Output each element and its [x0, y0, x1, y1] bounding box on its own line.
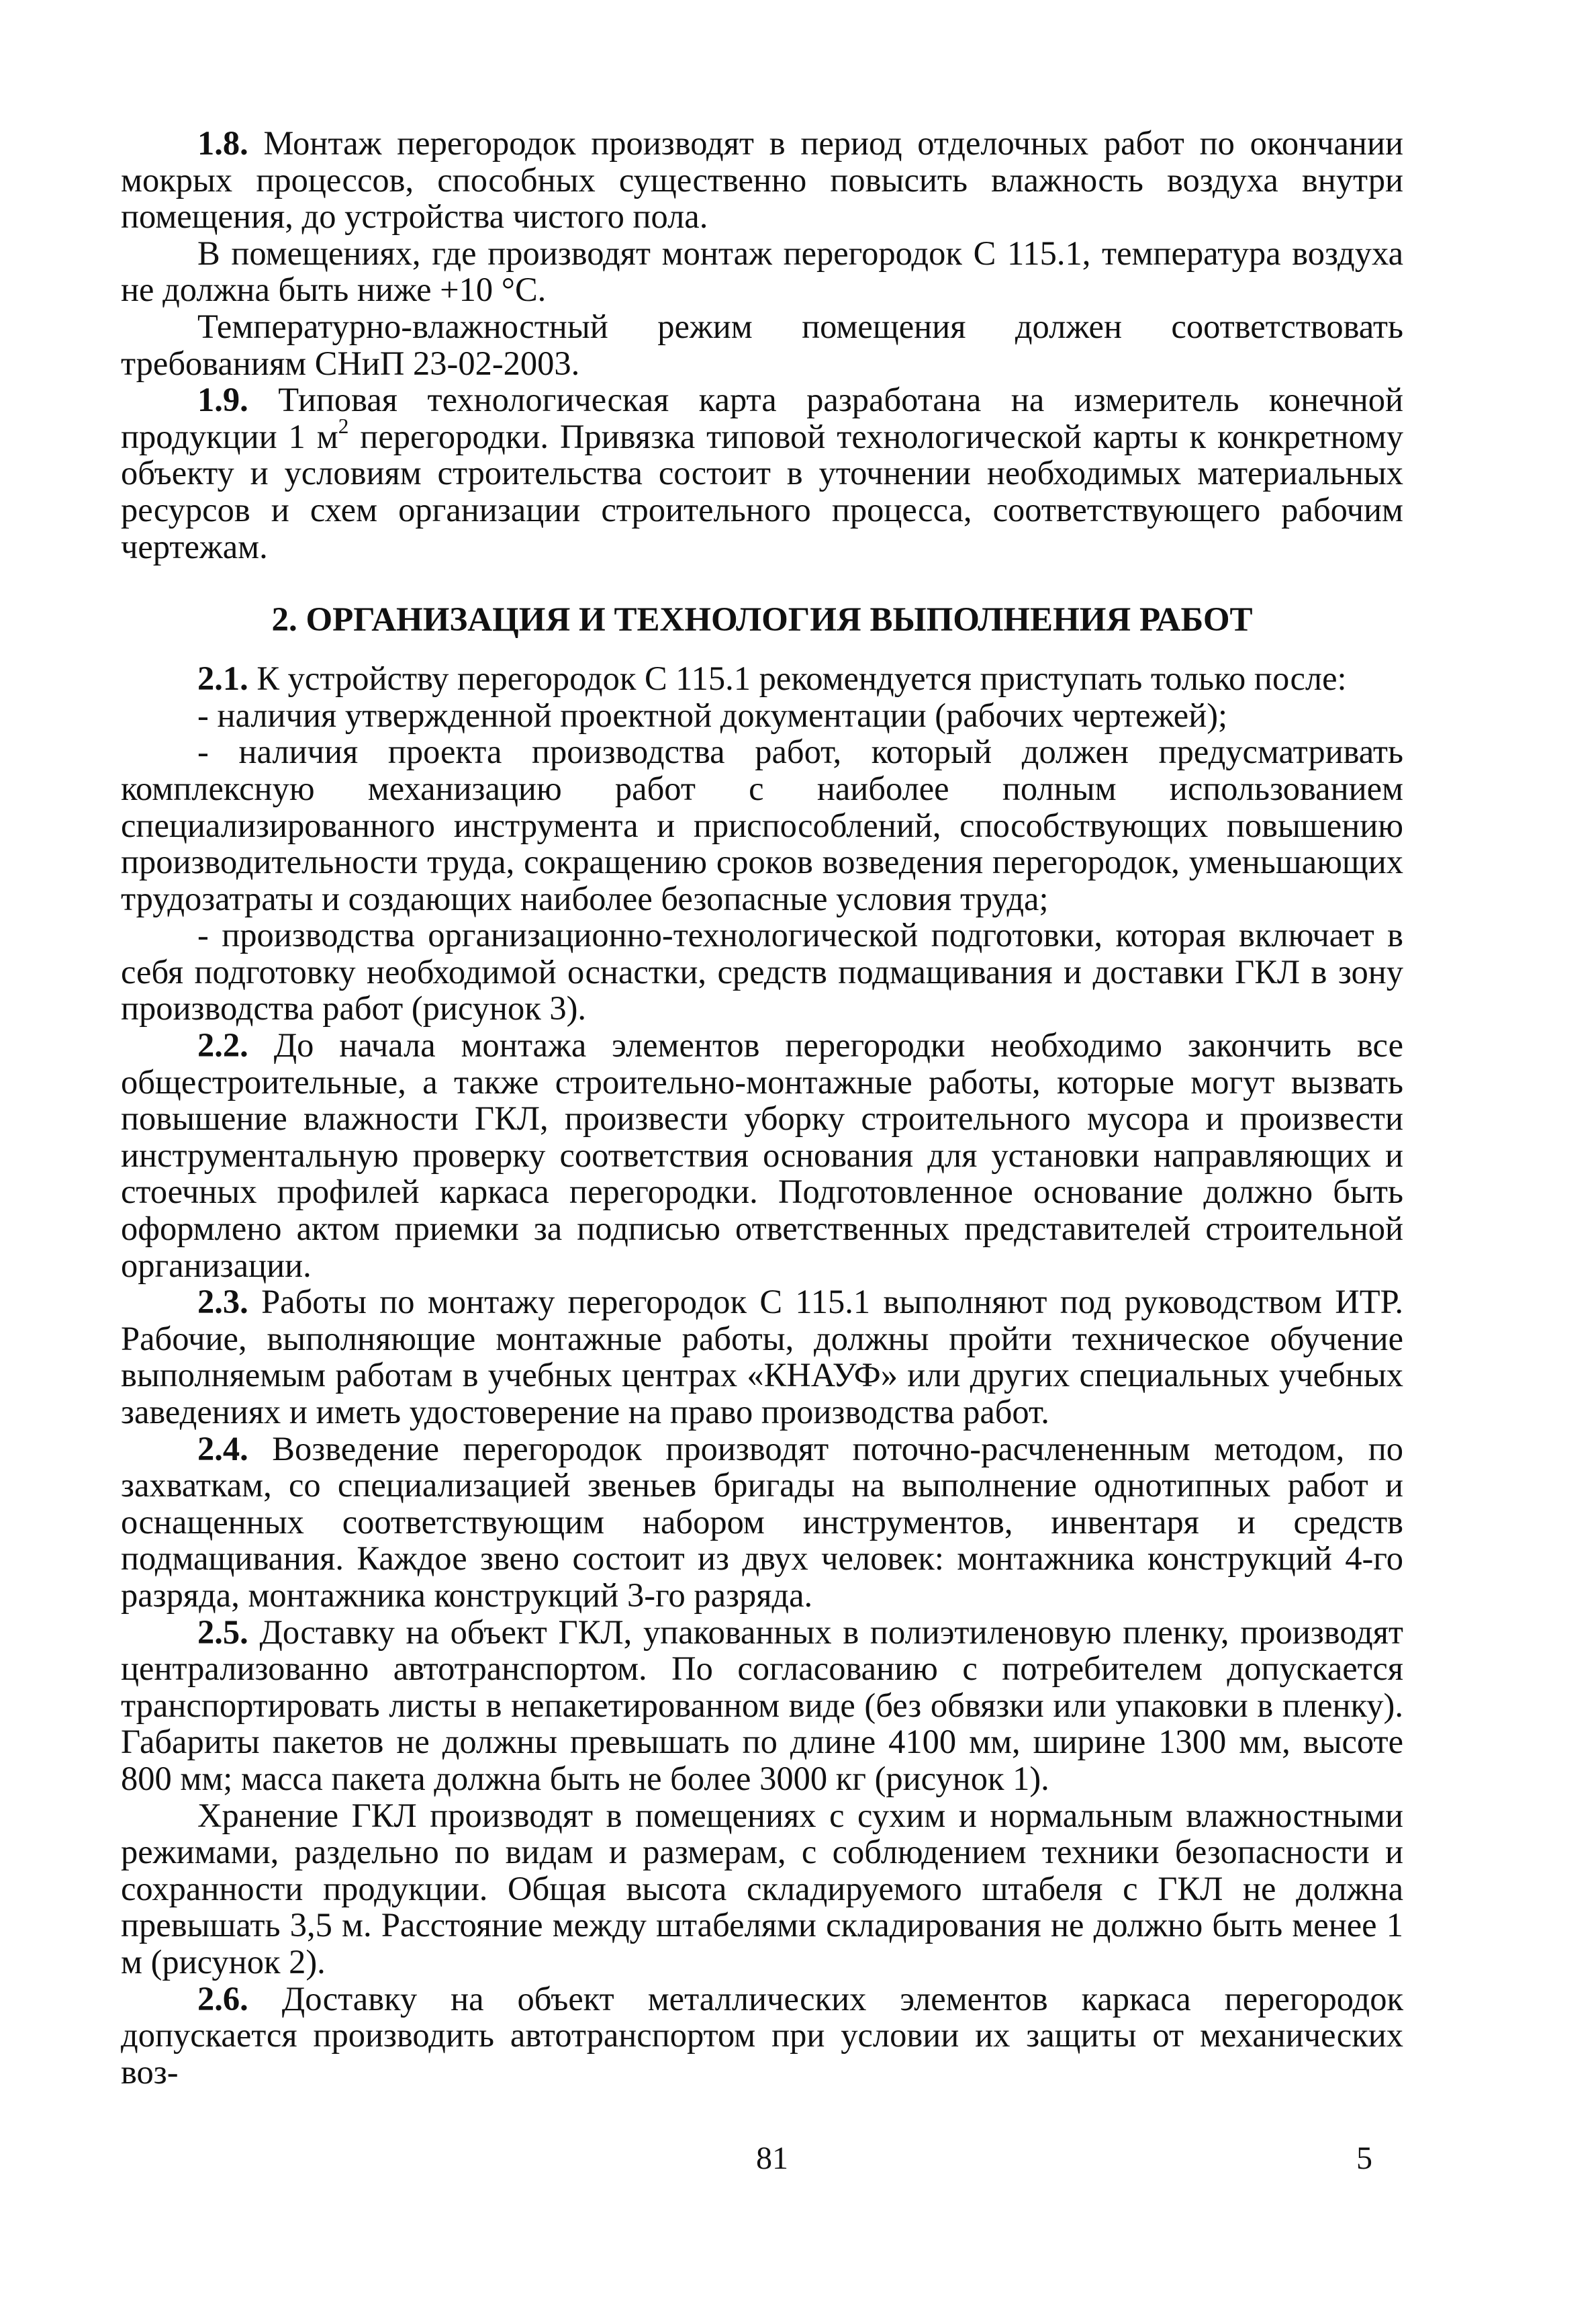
page-number: 81: [756, 2140, 788, 2176]
paragraph-2-5: [121, 1614, 1403, 1797]
paragraph-text: Работы по монтажу перегородок С 115.1 выполняют под руководством ИТР. Рабочие, выполняющие монтажные работы, должны пройти техническое обучение выполняемым работам в учебных центрах «КНАУФ» или других специальных учебных заведениях и иметь удостоверение на право производства работ.: [121, 1283, 1403, 1431]
paragraph-text: Типовая технологическая карта разработана на измеритель конечной продукции 1 м: [121, 381, 1403, 455]
paragraph-2-3: [121, 1283, 1403, 1430]
clause-number: 2.2.: [197, 1026, 248, 1065]
list-item: - производства организационно-технологической подготовки, которая включает в себя подготовку необходимой оснастки, средств подмащивания и доставки ГКЛ в зону производства работ (рисунок 3).: [121, 916, 1403, 1028]
superscript: 2: [338, 414, 349, 438]
paragraph-text: перегородки. Привязка типовой технологической карты к конкретному объекту и условиям строительства состоит в уточнении необходимых материальных ресурсов и схем организации строительного процесса, соответствующего рабочим чертежам.: [121, 417, 1403, 566]
clause-number: 2.1.: [197, 660, 248, 698]
clause-number: 1.9.: [197, 381, 248, 419]
paragraph-text: Возведение перегородок производят поточно-расчлененным методом, по захваткам, со специализацией звеньев бригады на выполнение однотипных работ и оснащенных соответствующим набором инструментов, инвентаря и средств подмащивания. Каждое звено состоит из двух человек: монтажника конструкций 4-го разряда, монтажника конструкций 3-го разряда.: [121, 1429, 1403, 1614]
clause-number: 2.3.: [197, 1283, 248, 1321]
clause-number: 2.6.: [197, 1979, 248, 2018]
paragraph-1-8: [121, 125, 1403, 235]
paragraph-1-9: [121, 381, 1403, 565]
sheet-number: 5: [1356, 2140, 1372, 2176]
clause-number: 2.4.: [197, 1429, 248, 1468]
paragraph-2-1: [121, 660, 1403, 697]
list-item: - наличия утвержденной проектной документации (рабочих чертежей);: [197, 696, 1228, 734]
paragraph-1-8-regime: Температурно-влажностный режим помещения должен соответствовать требованиям СНиП 23-02-2003.: [121, 307, 1403, 382]
paragraph-1-8-temperature: В помещениях, где производят монтаж перегородок С 115.1, температура воздуха не должна быть ниже +10 °С.: [121, 234, 1403, 309]
page-body: [121, 125, 1403, 2090]
paragraph-2-2: [121, 1027, 1403, 1283]
paragraph-2-6: [121, 1981, 1403, 2091]
paragraph-text: Доставку на объект ГКЛ, упакованных в полиэтиленовую пленку, производят централизованно автотранспортом. По согласованию с потребителем допускается транспортировать листы в непакетированном виде (без обвязки или упаковки в пленку). Габариты пакетов не должны превышать по длине 4100 мм, ширине 1300 мм, высоте 800 мм; масса пакета должна быть не более 3000 кг (рисунок 1).: [121, 1613, 1403, 1797]
section-heading: 2. ОРГАНИЗАЦИЯ И ТЕХНОЛОГИЯ ВЫПОЛНЕНИЯ РАБОТ: [271, 601, 1253, 639]
paragraph-text: Монтаж перегородок производят в период отделочных работ по окончании мокрых процессов, способных существенно повысить влажность воздуха внутри помещения, до устройства чистого пола.: [121, 124, 1403, 236]
paragraph-text: Доставку на объект металлических элементов каркаса перегородок допускается производить автотранспортом при условии их защиты от механических воз-: [121, 1979, 1403, 2091]
clause-number: 1.8.: [197, 124, 248, 162]
paragraph-2-4: [121, 1431, 1403, 1614]
paragraph-text: До начала монтажа элементов перегородки необходимо закончить все общестроительные, а также строительно-монтажные работы, которые могут вызвать повышение влажности ГКЛ, произвести уборку строительного мусора и произвести инструментальную проверку соответствия основания для установки направляющих и стоечных профилей каркаса перегородки. Подготовленное основание должно быть оформлено актом приемки за подписью ответственных представителей строительной организации.: [121, 1026, 1403, 1284]
clause-number: 2.5.: [197, 1613, 248, 1651]
list-item: - наличия проекта производства работ, который должен предусматривать комплексную механизацию работ с наиболее полным использованием специализированного инструмента и приспособлений, способствующих повышению производительности труда, сокращению сроков возведения перегородок, уменьшающих трудозатраты и создающих наиболее безопасные условия труда;: [121, 733, 1403, 917]
paragraph-2-5-storage: Хранение ГКЛ производят в помещениях с сухим и нормальным влажностными режимами, раздельно по видам и размерам, с соблюдением техники безопасности и сохранности продукции. Общая высота складируемого штабеля с ГКЛ не должна превышать 3,5 м. Расстояние между штабелями складирования не должно быть менее 1 м (рисунок 2).: [121, 1796, 1403, 1981]
paragraph-text: К устройству перегородок С 115.1 рекомендуется приступать только после:: [248, 660, 1347, 698]
